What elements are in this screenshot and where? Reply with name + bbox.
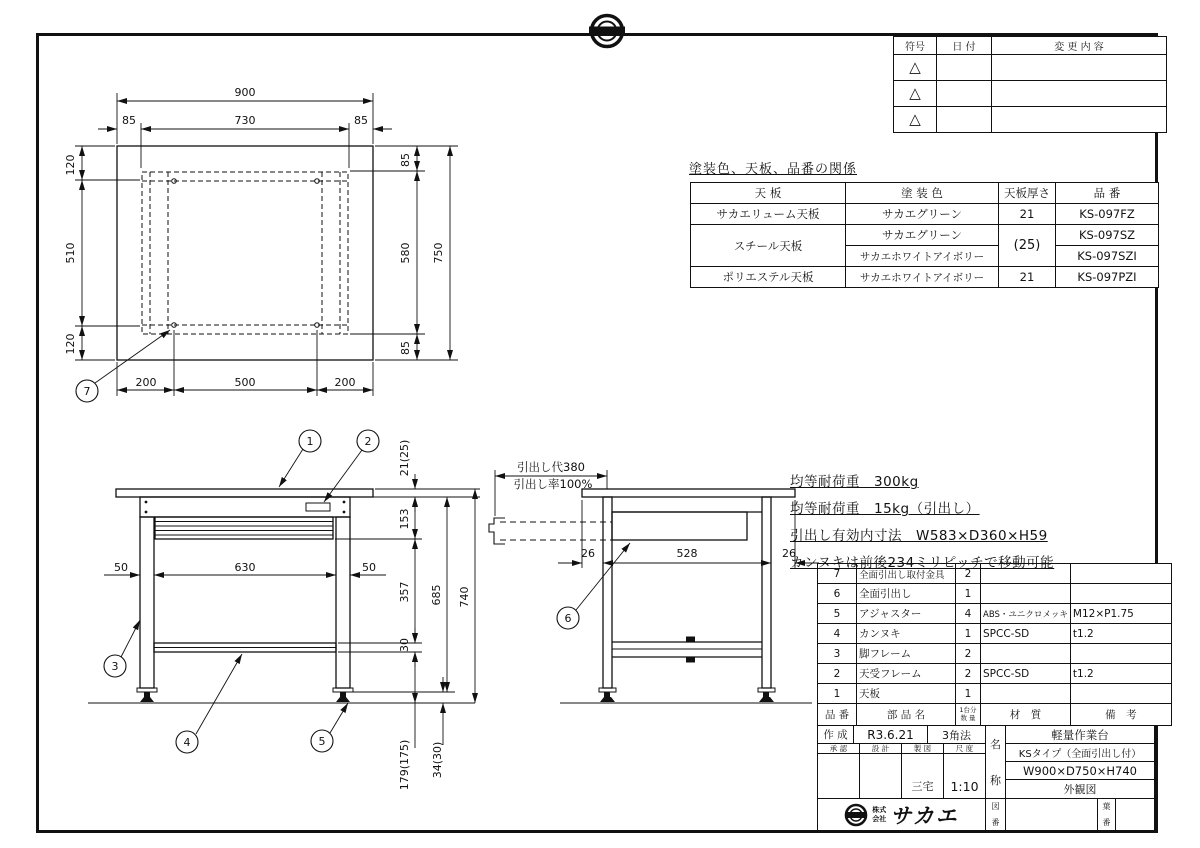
note-load: 均等耐荷重 300kg <box>790 474 919 490</box>
svg-text:120: 120 <box>64 333 77 355</box>
drawing-no-label: 図 番 <box>985 798 1006 831</box>
front-dim-labels <box>112 435 472 790</box>
parts-row: 4 カンヌキ 1 SPCC-SD t1.2 <box>818 624 1172 644</box>
revision-symbol-header: 符号 <box>894 37 937 55</box>
svg-text:685: 685 <box>430 584 443 606</box>
revision-triangle-icon: △ <box>909 84 921 102</box>
paint-col-color: 塗 装 色 <box>846 183 999 204</box>
svg-text:900: 900 <box>234 86 256 99</box>
scale-value: 1:10 <box>943 753 986 799</box>
svg-text:740: 740 <box>458 586 471 608</box>
parts-row: 7 全面引出し取付金具 2 <box>818 564 1172 584</box>
product-size: W900×D750×H740 <box>1005 761 1155 780</box>
balloon-5-label: 5 <box>318 735 326 748</box>
paint-table-title: 塗装色、天板、品番の関係 <box>689 162 858 177</box>
note-drawer-size: 引出し有効内寸法 W583×D360×H59 <box>790 528 1048 544</box>
paint-col-top: 天 板 <box>691 183 846 204</box>
drawing-no-value <box>1005 798 1098 831</box>
svg-text:200: 200 <box>135 376 157 389</box>
design-label: 設 計 <box>859 743 902 754</box>
svg-text:26: 26 <box>782 547 796 560</box>
plan-view <box>117 146 373 360</box>
drawing-notes <box>790 470 1054 578</box>
paint-row: スチール天板 サカエグリーン (25) KS-097SZ <box>691 225 1159 246</box>
parts-row: 2 天受フレーム 2 SPCC-SD t1.2 <box>818 664 1172 684</box>
front-view <box>88 489 475 703</box>
svg-text:200: 200 <box>334 376 356 389</box>
revision-table <box>893 36 1167 133</box>
front-dimensions <box>104 430 480 753</box>
approval-value <box>817 753 860 799</box>
parts-col-no: 品 番 <box>818 704 857 726</box>
parts-col-qty: 1台分 数 量 <box>956 704 981 726</box>
draft-value: 三宅 <box>901 753 944 799</box>
created-label: 作 成 <box>817 725 854 744</box>
product-type: KSタイプ（全面引出し付） <box>1005 743 1155 762</box>
parts-row: 1 天板 1 <box>818 684 1172 704</box>
svg-text:85: 85 <box>354 114 368 127</box>
svg-text:357: 357 <box>398 581 411 603</box>
parts-row: 3 脚フレーム 2 <box>818 644 1172 664</box>
design-value <box>859 753 902 799</box>
side-view <box>489 489 812 703</box>
pull-rate-label: 引出し率100% <box>513 477 593 491</box>
balloon-7-label: 7 <box>83 385 91 398</box>
revision-row <box>894 107 1167 133</box>
created-date: R3.6.21 <box>853 725 928 744</box>
sheet-no-label: 葉 番 <box>1097 798 1116 831</box>
parts-col-name: 部 品 名 <box>857 704 956 726</box>
svg-text:580: 580 <box>399 242 412 264</box>
sakae-logo-icon <box>844 803 868 827</box>
balloon-4-label: 4 <box>183 736 191 749</box>
svg-text:153: 153 <box>398 508 411 530</box>
badge-text: SAKAE <box>594 28 620 36</box>
svg-text:26: 26 <box>581 547 595 560</box>
svg-text:730: 730 <box>234 114 256 127</box>
svg-text:528: 528 <box>676 547 698 560</box>
svg-text:630: 630 <box>234 561 256 574</box>
revision-triangle-icon: △ <box>909 110 921 128</box>
company-name: サカエ <box>890 803 959 828</box>
revision-content-header: 変 更 内 容 <box>992 37 1167 55</box>
product-name: 軽量作業台 <box>1005 725 1155 744</box>
paint-row: サカエリューム天板 サカエグリーン 21 KS-097FZ <box>691 204 1159 225</box>
parts-col-material: 材 質 <box>981 704 1071 726</box>
balloon-1-label: 1 <box>306 435 314 448</box>
revision-row <box>894 81 1167 107</box>
svg-text:85: 85 <box>122 114 136 127</box>
note-kannuki: カンヌキは前後234ミリピッチで移動可能 <box>790 555 1055 571</box>
scale-label: 尺 度 <box>943 743 986 754</box>
parts-row: 6 全面引出し 1 <box>818 584 1172 604</box>
paint-row: ポリエステル天板 サカエホワイトアイボリー 21 KS-097PZI <box>691 267 1159 288</box>
name-label-column: 名 称 <box>985 725 1006 799</box>
pull-stroke-label: 引出し代380 <box>517 460 585 474</box>
paint-col-thickness: 天板厚さ <box>999 183 1056 204</box>
svg-text:85: 85 <box>399 341 412 355</box>
plan-dim-labels <box>64 86 445 398</box>
svg-text:500: 500 <box>234 376 256 389</box>
svg-text:510: 510 <box>64 242 77 264</box>
svg-text:50: 50 <box>362 561 376 574</box>
parts-col-remarks: 備 考 <box>1070 704 1171 726</box>
revision-row <box>894 55 1167 81</box>
sakae-badge-icon <box>589 16 625 47</box>
revision-date-header: 日 付 <box>937 37 992 55</box>
svg-text:21(25): 21(25) <box>398 439 411 477</box>
balloon-2-label: 2 <box>364 435 372 448</box>
balloon-6-label: 6 <box>564 612 572 625</box>
projection-method: 3角法 <box>927 725 986 744</box>
side-dim-labels <box>514 460 796 625</box>
note-drawer-load: 均等耐荷重 15kg（引出し） <box>790 501 980 517</box>
svg-text:85: 85 <box>399 153 412 167</box>
paint-table <box>690 182 1159 288</box>
drawing-type: 外観図 <box>1005 779 1155 799</box>
paint-col-code: 品 番 <box>1056 183 1159 204</box>
approval-label: 承 認 <box>817 743 860 754</box>
svg-text:120: 120 <box>64 154 77 176</box>
svg-text:50: 50 <box>114 561 128 574</box>
svg-text:750: 750 <box>432 242 445 264</box>
svg-text:30: 30 <box>398 638 411 652</box>
svg-text:34(30): 34(30) <box>431 741 444 779</box>
company-prefix: 株式 会社 <box>872 806 887 823</box>
sheet-no-value <box>1115 798 1155 831</box>
revision-triangle-icon: △ <box>909 58 921 76</box>
company-logo <box>817 798 986 831</box>
paint-row: サカエホワイトアイボリー KS-097SZI <box>691 246 1159 267</box>
parts-row: 5 アジャスター 4 ABS・ユニクロメッキ M12×P1.75 <box>818 604 1172 624</box>
draft-label: 製 図 <box>901 743 944 754</box>
parts-table <box>817 563 1172 726</box>
svg-text:179(175): 179(175) <box>398 739 411 791</box>
balloon-3-label: 3 <box>111 660 119 673</box>
